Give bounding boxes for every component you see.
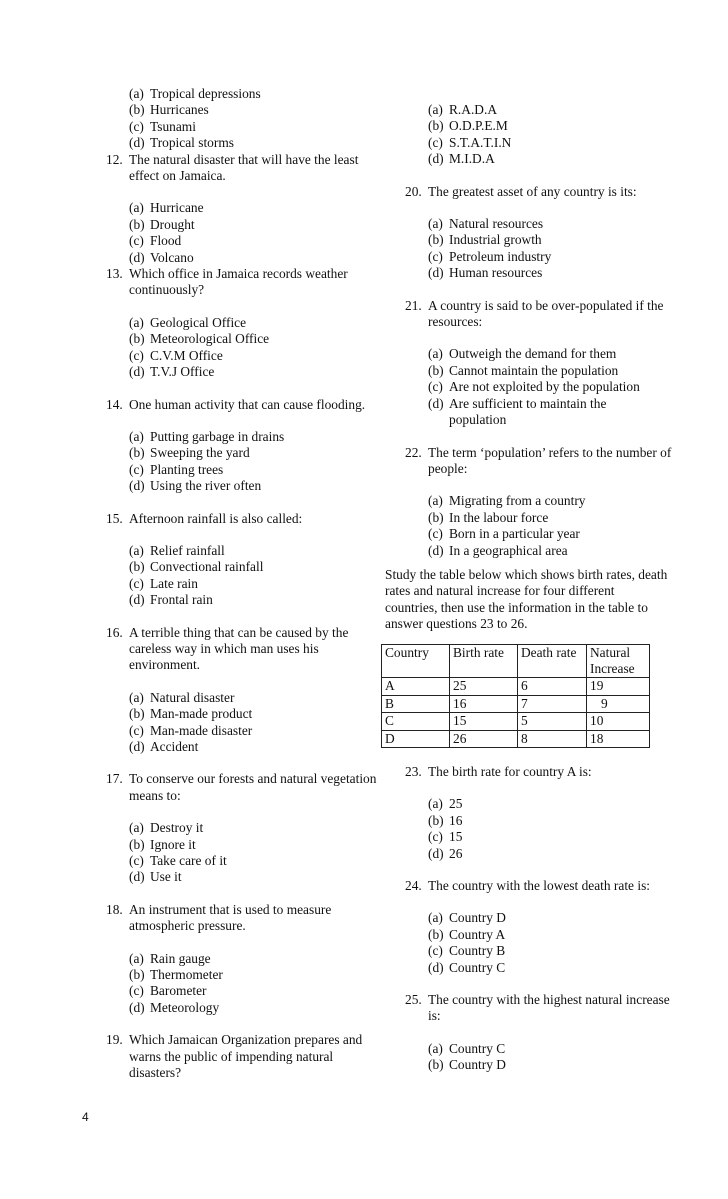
option[interactable]: (c) C.V.M Office <box>129 347 223 363</box>
option[interactable]: (b) 16 <box>428 812 463 828</box>
table-row <box>382 678 650 695</box>
question-19: 19. Which Jamaican Organization prepares and warns the public of impending natural disasters? <box>106 1032 363 1081</box>
option[interactable]: (d) 26 <box>428 845 463 861</box>
q16-options <box>106 690 381 756</box>
option[interactable]: (d) Tropical storms <box>129 135 234 151</box>
question-14: 14. One human activity that can cause flooding. <box>106 396 366 412</box>
option[interactable]: (a) Country C <box>428 1040 506 1056</box>
question-stem: The greatest asset of any country is its: <box>428 183 637 199</box>
option[interactable]: (a) Relief rainfall <box>129 542 225 558</box>
table-row <box>382 695 650 712</box>
q14-options <box>106 429 381 495</box>
table-cell: C <box>382 713 450 730</box>
table-cell: D <box>382 730 450 747</box>
option[interactable]: (a) Country D <box>428 910 506 926</box>
table-cell: 7 <box>518 695 587 712</box>
question-stem: Which office in Jamaica records weather continuously? <box>129 266 348 298</box>
table-header-row <box>382 644 650 678</box>
question-17: 17. To conserve our forests and natural vegetation means to: <box>106 771 377 803</box>
question-stem: The country with the highest natural increase is: <box>428 992 670 1024</box>
table-cell: 10 <box>587 713 650 730</box>
question-stem: One human activity that can cause flooding. <box>129 396 366 412</box>
option[interactable]: (c) Born in a particular year <box>428 526 580 542</box>
q12-options <box>106 200 381 266</box>
option[interactable]: (d) Using the river often <box>129 478 262 494</box>
table-cell: 16 <box>450 695 518 712</box>
question-20: 20. The greatest asset of any country is its: <box>405 183 637 199</box>
q19-options <box>405 102 685 168</box>
question-stem: Afternoon rainfall is also called: <box>129 510 303 526</box>
question-21: 21. A country is said to be over-populated if the resources: <box>405 297 664 330</box>
left-column <box>106 86 381 1082</box>
table-row <box>382 713 650 730</box>
q13-options <box>106 315 381 381</box>
question-16: 16. A terrible thing that can be caused by the careless way in which man uses his environment. <box>106 624 349 673</box>
table-header: Death rate <box>518 644 587 678</box>
question-23: 23. The birth rate for country A is: <box>405 764 592 779</box>
option[interactable]: (c) Tsunami <box>129 118 196 134</box>
q24-options <box>405 910 685 976</box>
table-cell: 18 <box>587 730 650 747</box>
question-stem: The country with the lowest death rate is: <box>428 878 650 894</box>
option[interactable]: (a) Putting garbage in drains <box>129 428 285 444</box>
table-row <box>382 730 650 747</box>
table-cell: A <box>382 678 450 695</box>
question-stem: The birth rate for country A is: <box>428 764 592 779</box>
option[interactable]: (d) Volcano <box>129 249 194 265</box>
table-header: Natural Increase <box>587 644 650 678</box>
q22-options <box>405 493 685 559</box>
question-stem: A country is said to be over-populated if the resources: <box>428 297 664 330</box>
question-24: 24. The country with the lowest death rate is: <box>405 878 650 894</box>
table-intro: Study the table below which shows birth rates, death rates and natural increase for four different countries, then use the information in the table to answer questions 23 to 26. <box>385 566 668 632</box>
question-22: 22. The term ‘population’ refers to the number of people: <box>405 444 672 476</box>
option[interactable]: (d) T.V.J Office <box>129 364 215 380</box>
table-cell: 19 <box>587 678 650 695</box>
table-cell: 25 <box>450 678 518 695</box>
table-cell: 15 <box>450 713 518 730</box>
option[interactable]: (c) Barometer <box>129 983 207 999</box>
option[interactable]: (b) Thermometer <box>129 967 223 983</box>
option[interactable]: (c) Country B <box>428 943 506 959</box>
option[interactable]: (b) Man-made product <box>129 706 253 722</box>
option[interactable]: (b) Country D <box>428 1057 506 1073</box>
option[interactable]: (a) Migrating from a country <box>428 493 586 509</box>
option[interactable]: (b) Sweeping the yard <box>129 445 250 461</box>
question-13: 13. Which office in Jamaica records weather continuously? <box>106 266 348 298</box>
option[interactable]: (d) Use it <box>129 869 182 885</box>
q21-options <box>405 346 685 428</box>
option[interactable]: (c) 15 <box>428 829 463 845</box>
option[interactable]: (b) O.D.P.E.M <box>428 118 508 134</box>
option[interactable]: (b) Ignore it <box>129 836 196 852</box>
option[interactable]: (d) Accident <box>129 739 199 754</box>
option[interactable]: (c) Man-made disaster <box>129 722 253 738</box>
option[interactable]: (c) Flood <box>129 233 182 249</box>
option[interactable]: (a) Geological Office <box>129 314 247 330</box>
q25-options <box>405 1041 685 1074</box>
question-18: 18. An instrument that is used to measure atmospheric pressure. <box>106 901 332 934</box>
option[interactable]: (b) Hurricanes <box>129 102 209 118</box>
question-stem: To conserve our forests and natural vegetation means to: <box>129 771 377 803</box>
option[interactable]: (a) Outweigh the demand for them <box>428 346 617 362</box>
question-25: 25. The country with the highest natural increase is: <box>405 992 670 1024</box>
question-stem: The natural disaster that will have the least effect on Jamaica. <box>129 151 359 184</box>
right-column <box>385 102 685 1074</box>
question-12: 12. The natural disaster that will have the least effect on Jamaica. <box>106 151 359 184</box>
table-cell: 6 <box>518 678 587 695</box>
table-cell: 8 <box>518 730 587 747</box>
option[interactable]: (d) Human resources <box>428 265 543 281</box>
rates-table <box>381 644 650 748</box>
option[interactable]: (d) Meteorology <box>129 999 220 1015</box>
option[interactable]: (a) Destroy it <box>129 820 204 836</box>
option[interactable]: (c) Petroleum industry <box>428 248 552 264</box>
question-15: 15. Afternoon rainfall is also called: <box>106 510 303 526</box>
question-stem: A terrible thing that can be caused by the careless way in which man uses his environment. <box>129 624 349 673</box>
option[interactable]: (c) Late rain <box>129 575 198 591</box>
option[interactable]: (d) M.I.D.A <box>428 151 495 167</box>
table-header: Country <box>382 644 450 678</box>
table-cell: 26 <box>450 730 518 747</box>
q17-options <box>106 820 381 886</box>
table-cell: 5 <box>518 713 587 730</box>
option[interactable]: (a) 25 <box>428 796 463 812</box>
option[interactable]: (d) Frontal rain <box>129 592 213 608</box>
page-number: 4 <box>82 1110 89 1124</box>
q11-options <box>106 86 381 152</box>
table-header: Birth rate <box>450 644 518 678</box>
option[interactable]: (a) R.A.D.A <box>428 102 497 117</box>
option[interactable]: (b) Country A <box>428 926 506 942</box>
question-stem: Which Jamaican Organization prepares and warns the public of impending natural disasters? <box>129 1032 363 1081</box>
q15-options <box>106 543 381 609</box>
option[interactable]: (c) Planting trees <box>129 461 224 477</box>
option[interactable]: (c) Are not exploited by the population <box>428 379 640 395</box>
q18-options <box>106 951 381 1017</box>
option[interactable]: (d) Are sufficient to maintain the population <box>428 395 607 428</box>
option[interactable]: (a) Hurricane <box>129 200 204 216</box>
option[interactable]: (a) Rain gauge <box>129 950 211 966</box>
q20-options <box>405 216 685 282</box>
option[interactable]: (d) Country C <box>428 959 506 975</box>
option[interactable]: (a) Natural resources <box>428 216 544 232</box>
option[interactable]: (d) In a geographical area <box>428 542 568 558</box>
option[interactable]: (b) Industrial growth <box>428 232 542 248</box>
question-stem: The term ‘population’ refers to the number of people: <box>428 444 672 476</box>
option[interactable]: (b) Convectional rainfall <box>129 559 264 575</box>
option[interactable]: (b) In the labour force <box>428 509 549 525</box>
option[interactable]: (a) Natural disaster <box>129 689 235 705</box>
table-cell: B <box>382 695 450 712</box>
option[interactable]: (b) Drought <box>129 216 195 232</box>
table-cell: 9 <box>587 695 650 712</box>
option[interactable]: (a) Tropical depressions <box>129 86 261 101</box>
q23-options <box>405 796 685 862</box>
option[interactable]: (b) Meteorological Office <box>129 331 270 347</box>
option[interactable]: (b) Cannot maintain the population <box>428 362 619 378</box>
option[interactable]: (c) Take care of it <box>129 853 227 869</box>
question-stem: An instrument that is used to measure atmospheric pressure. <box>129 901 332 934</box>
option[interactable]: (c) S.T.A.T.I.N <box>428 134 512 150</box>
